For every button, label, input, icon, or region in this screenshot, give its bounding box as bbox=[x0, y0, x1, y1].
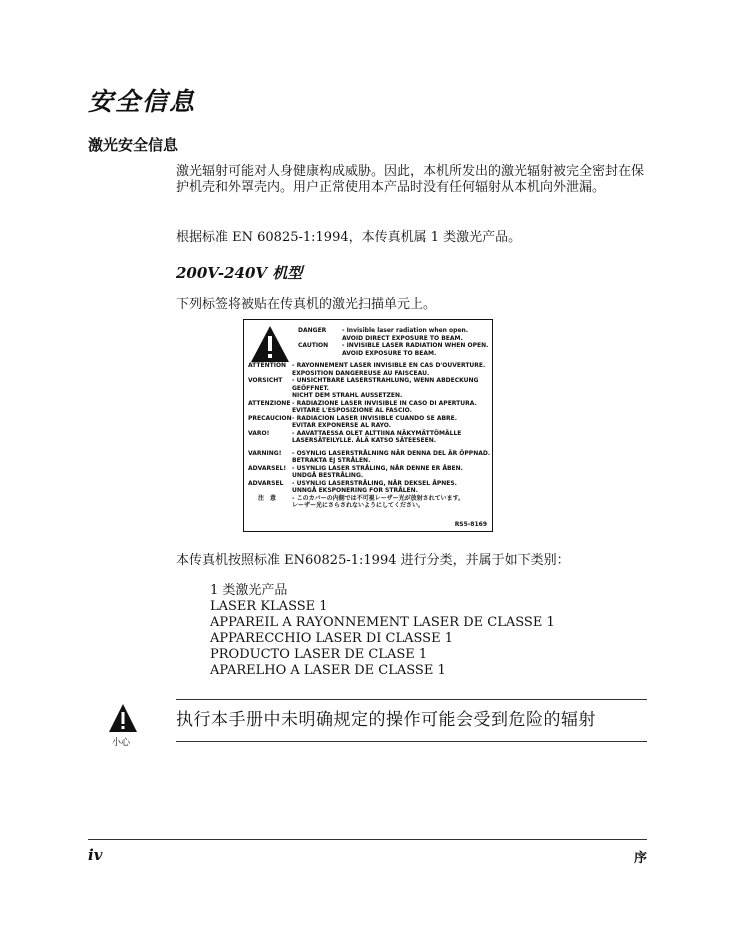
label-row-key: ADVARSEL bbox=[248, 479, 284, 487]
class-item: PRODUCTO LASER DE CLASE 1 bbox=[210, 647, 428, 662]
caution-bottom-rule bbox=[176, 741, 647, 742]
label-row-value: - UNSICHTBARE LASERSTRAHLUNG, WENN ABDECKUNG GEÖFFNET. NICHT DEM STRAHL AUSSETZEN. bbox=[292, 377, 479, 399]
label-languages bbox=[248, 362, 492, 510]
label-row bbox=[298, 342, 493, 357]
warning-triangle-icon bbox=[108, 703, 138, 733]
standard-paragraph: 根据标准 EN 60825-1:1994，本传真机属 1 类激光产品。 bbox=[176, 230, 522, 245]
model-subheading: 200V-240V 机型 bbox=[176, 264, 303, 282]
intro-paragraph: 激光辐射可能对人身健康构成威胁。因此，本机所发出的激光辐射被完全密封在保护机壳和外罩壳内。用户正常使用本产品时没有任何辐射从本机向外泄漏。 bbox=[176, 164, 645, 195]
label-row-key: ATTENTION bbox=[248, 362, 287, 369]
label-row-value: - Invisible laser radiation when open. AVOID DIRECT EXPOSURE TO BEAM. bbox=[342, 327, 469, 342]
label-row bbox=[248, 450, 492, 465]
label-row bbox=[248, 362, 492, 377]
label-row-value: - AAVATTAESSA OLET ALTTIINA NÄKYMÄTTÖMÄLLE LASERSÄTEILYLLE. ÄLÄ KATSO SÄTEESEEN. bbox=[292, 429, 462, 444]
class-item: 1 类激光产品 bbox=[210, 583, 288, 598]
label-row-value: - RADIAZIONE LASER INVISIBLE IN CASO DI APERTURA. EVITARE L'ESPOSIZIONE AL FASCIO. bbox=[292, 399, 477, 414]
label-row bbox=[248, 465, 492, 480]
caution-top-rule bbox=[176, 699, 647, 700]
label-row-key: ADVARSEL! bbox=[248, 464, 287, 472]
section-heading: 激光安全信息 bbox=[88, 136, 179, 154]
label-row-key: VARO! bbox=[248, 429, 270, 437]
class-item: LASER KLASSE 1 bbox=[210, 599, 328, 614]
label-row bbox=[248, 430, 492, 445]
label-row-value: - USYNLIG LASERSTRÅLING, NÅR DEKSEL ÅPNES. UNNGÅ EKSPONERING FOR STRÅLEN. bbox=[292, 479, 457, 494]
caution-text: 执行本手册中未明确规定的操作可能会受到危险的辐射 bbox=[176, 710, 596, 730]
footer-section-name: 序 bbox=[633, 851, 647, 866]
footer-rule bbox=[88, 839, 647, 840]
label-row-key: CAUTION bbox=[298, 342, 329, 349]
label-top-section bbox=[298, 327, 493, 357]
label-row-value: - RAYONNEMENT LASER INVISIBLE EN CAS D'OUVERTURE. EXPOSITION DANGEREUSE AU FAISCEAU. bbox=[292, 362, 486, 377]
label-row-value: - RADIACION LASER INVISIBLE CUANDO SE ABRE. EVITAR EXPONERSE AL RAYO. bbox=[292, 414, 458, 429]
caution-icon-label: 小心 bbox=[112, 738, 131, 748]
label-row bbox=[248, 400, 492, 415]
label-row bbox=[248, 377, 492, 400]
label-row-value: - USYNLIG LASER STRÅLING, NÅR DENNE ER ÅBEN. UNDGÅ BESTRÅLING. bbox=[292, 464, 463, 479]
label-row-key: DANGER bbox=[298, 327, 327, 334]
label-code: RS5-8169 bbox=[454, 520, 487, 528]
label-row-key: VORSICHT bbox=[248, 377, 283, 384]
class-list bbox=[210, 583, 555, 679]
page-title: 安全信息 bbox=[88, 87, 197, 116]
class-item: APPAREIL A RAYONNEMENT LASER DE CLASSE 1 bbox=[210, 615, 555, 630]
class-item: APPARECCHIO LASER DI CLASSE 1 bbox=[210, 631, 453, 646]
laser-warning-triangle-icon bbox=[250, 325, 290, 363]
label-row bbox=[298, 327, 493, 342]
class-item: APARELHO A LASER DE CLASSE 1 bbox=[210, 663, 446, 678]
label-row-key: 注 意 bbox=[258, 494, 277, 502]
label-row bbox=[248, 495, 492, 510]
label-row bbox=[248, 480, 492, 495]
laser-warning-label bbox=[243, 319, 493, 532]
label-row-value: - このカバーの内側では不可視レーザー光が放射されています。 レーザー光にさらされないようにしてください。 bbox=[292, 494, 465, 509]
label-row-value: - OSYNLIG LASERSTRÅLNING NÄR DENNA DEL ÄR ÖPPNAD. BETRAKTA EJ STRÅLEN. bbox=[292, 449, 491, 464]
label-intro-text: 下列标签将被贴在传真机的激光扫描单元上。 bbox=[176, 297, 437, 312]
classification-text: 本传真机按照标准 EN60825-1:1994 进行分类，并属于如下类别： bbox=[176, 553, 570, 568]
label-row-value: - INVISIBLE LASER RADIATION WHEN OPEN. AVOID EXPOSURE TO BEAM. bbox=[342, 342, 489, 357]
footer-page-number: iv bbox=[88, 846, 103, 864]
label-row-key: PRECAUCION bbox=[248, 414, 292, 422]
label-row-key: ATTENZIONE bbox=[248, 399, 291, 407]
label-row bbox=[248, 415, 492, 430]
label-row-key: VARNING! bbox=[248, 449, 282, 457]
